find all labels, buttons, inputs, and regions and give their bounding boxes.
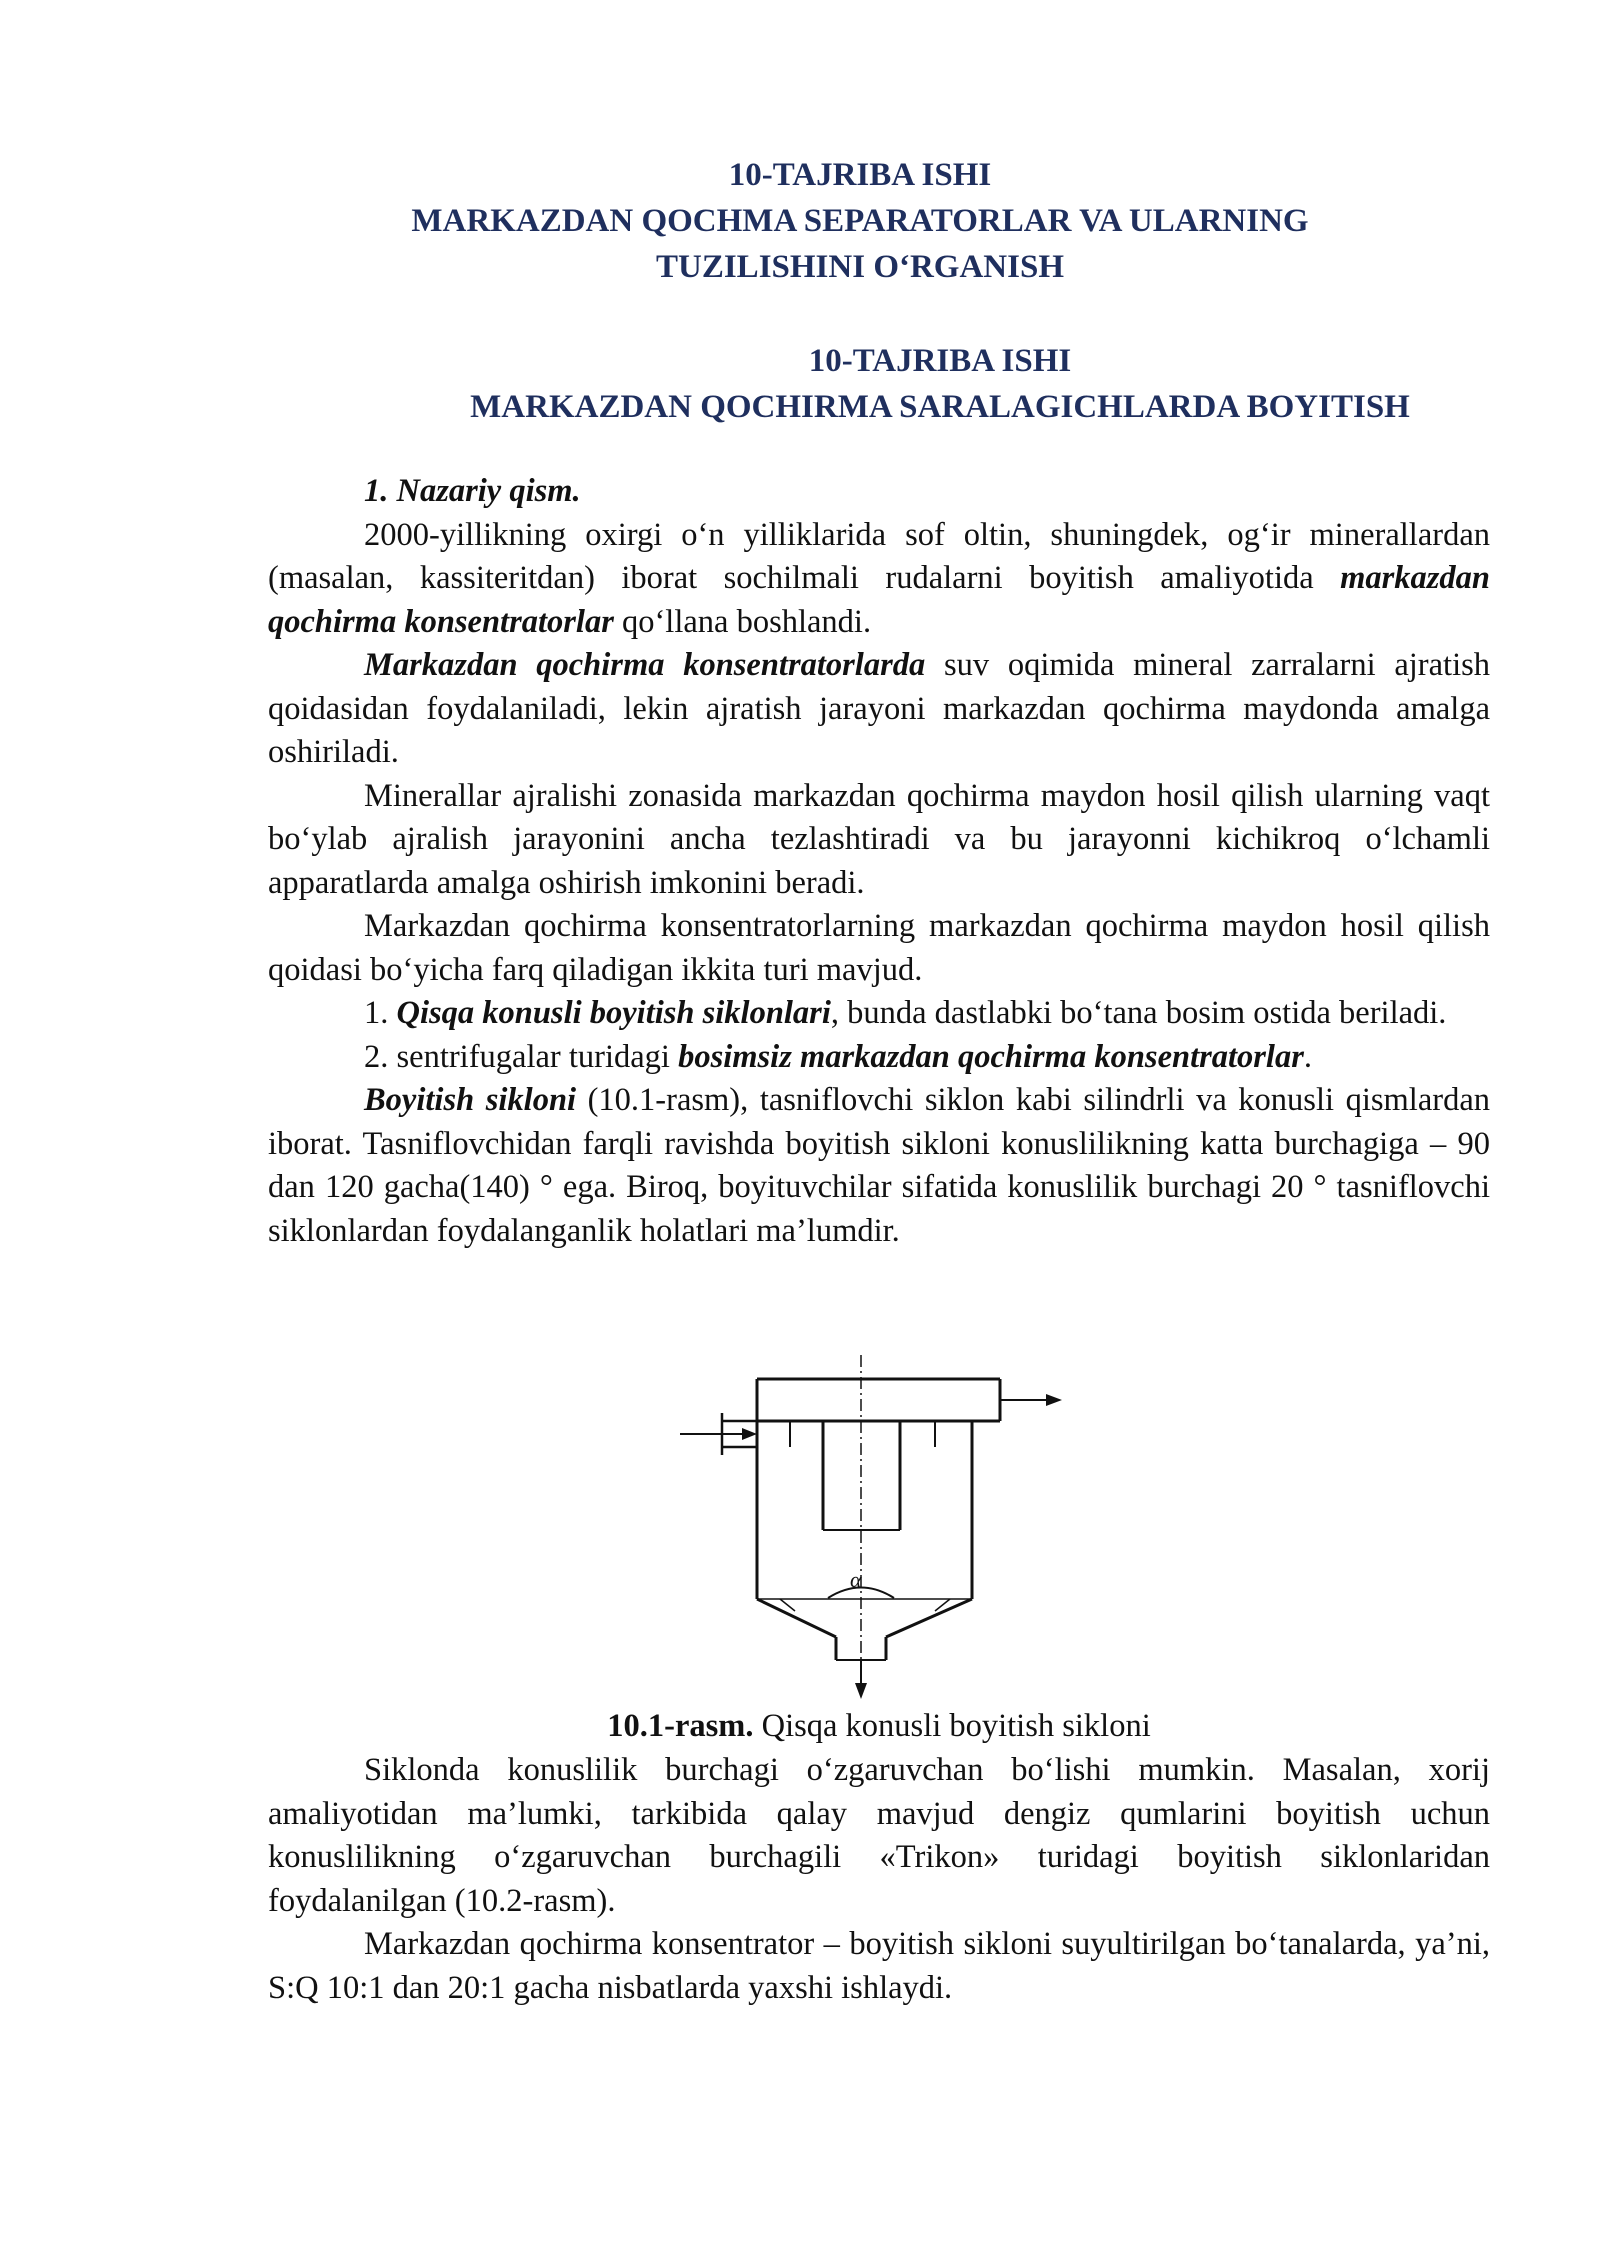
p6-emphasis: bosimsiz markazdan qochirma konsentratorlar [678,1038,1304,1075]
title1-line3: TUZILISHINI O‘RGANISH [655,249,1065,285]
p1-text-a: 2000-yillikning oxirgi o‘n yilliklarida sof oltin, shuningdek, og‘ir minerallardan (masalan, kassiteritdan) iborat sochilmali rudalarni boyitish amaliyotida [268,516,1490,596]
title-block-1 [260,152,1460,290]
angle-label: α [850,1567,862,1592]
caption-label: 10.1-rasm. [607,1708,754,1744]
paragraph-4: Markazdan qochirma konsentratorlarning markazdan qochirma maydon hosil qilish qoidasi bo‘yicha farq qiladigan ikkita turi mavjud. [268,908,1490,988]
p2-text: suv oqimida mineral zarralarni ajratish qoidasidan foydalaniladi, lekin ajratish jarayoni markazdan qochirma maydonda amalga oshiriladi. [268,647,1490,770]
paragraph-6 [268,1036,1490,1080]
paragraph-3: Minerallar ajralishi zonasida markazdan qochirma maydon hosil qilish ularning vaqt bo‘ylab ajralish jarayonini ancha tezlashtiradi va bu jarayonni kichikroq o‘lchamli apparatlarda amalga oshirish imkonini beradi. [268,777,1490,901]
title2-line2: MARKAZDAN QOCHIRMA SARALAGICHLARDA BOYITISH [470,389,1410,425]
section-title: 1. Nazariy qism. [364,473,581,509]
p5-emphasis: Qisqa konusli boyitish siklonlari [396,995,831,1031]
underflow-arrowhead [855,1683,867,1699]
cyclone-figure [660,1355,1080,1700]
p7-text: (10.1-rasm), tasniflovchi siklon kabi silindrli va konusli qismlardan iborat. Tasniflovchidan farqli ravishda boyitish sikloni konuslilikning katta burchagiga – 90 dan 120 gacha(140) ° ega. Biroq, boyituvchilar sifatida konuslilik burchagi 20 ° tasniflovchi siklonlardan foydalanganlik holatlari ma’lumdir. [268,1082,1490,1249]
paragraph-2 [268,644,1490,775]
p6-text-a: 2. sentrifugalar turidagi [364,1038,679,1075]
p2-emphasis: Markazdan qochirma konsentratorlarda [364,647,926,683]
cyclone-diagram [660,1355,1080,1700]
p5-number: 1. [364,995,397,1031]
p1-text-b: qo‘llana boshlandi. [613,603,872,640]
body-text-continued [268,1749,1490,2010]
p7-emphasis: Boyitish sikloni [364,1082,577,1118]
title1-line2: MARKAZDAN QOCHMA SEPARATORLAR VA ULARNING [411,203,1309,239]
cone-right [886,1599,972,1637]
paragraph-7 [268,1079,1490,1253]
p1-emphasis: markazdan qochirma konsentratorlar [268,560,1490,640]
title1-line1: 10-TAJRIBA ISHI [728,157,992,193]
body-text [268,470,1490,1253]
title2-line1: 10-TAJRIBA ISHI [808,343,1072,379]
figure-caption [268,1705,1490,1749]
caption-text: Qisqa konusli boyitish sikloni [753,1708,1151,1744]
paragraph-1 [268,514,1490,645]
title-block-2 [340,338,1540,430]
p5-text: , bunda dastlabki bo‘tana bosim ostida beriladi. [830,995,1447,1031]
p6-text-b: . [1303,1038,1312,1075]
paragraph-8: Siklonda konuslilik burchagi o‘zgaruvchan bo‘lishi mumkin. Masalan, xorij amaliyotidan ma’lumki, tarkibida qalay mavjud dengiz qumlarini boyitish uchun konuslilikning o‘zgaruvchan burchagili «Trikon» turidagi boyitish siklonlaridan foydalanilgan (10.2-rasm). [268,1752,1490,1919]
inlet-arrowhead [742,1428,757,1440]
cone-left [757,1599,836,1637]
cone-hatch-1 [780,1599,795,1611]
paragraph-5 [268,992,1490,1036]
paragraph-9: Markazdan qochirma konsentrator – boyitish sikloni suyultirilgan bo‘tanalarda, ya’ni, S:Q 10:1 dan 20:1 gacha nisbatlarda yaxshi ishlaydi. [268,1926,1490,2006]
outlet-arrowhead [1046,1394,1062,1406]
